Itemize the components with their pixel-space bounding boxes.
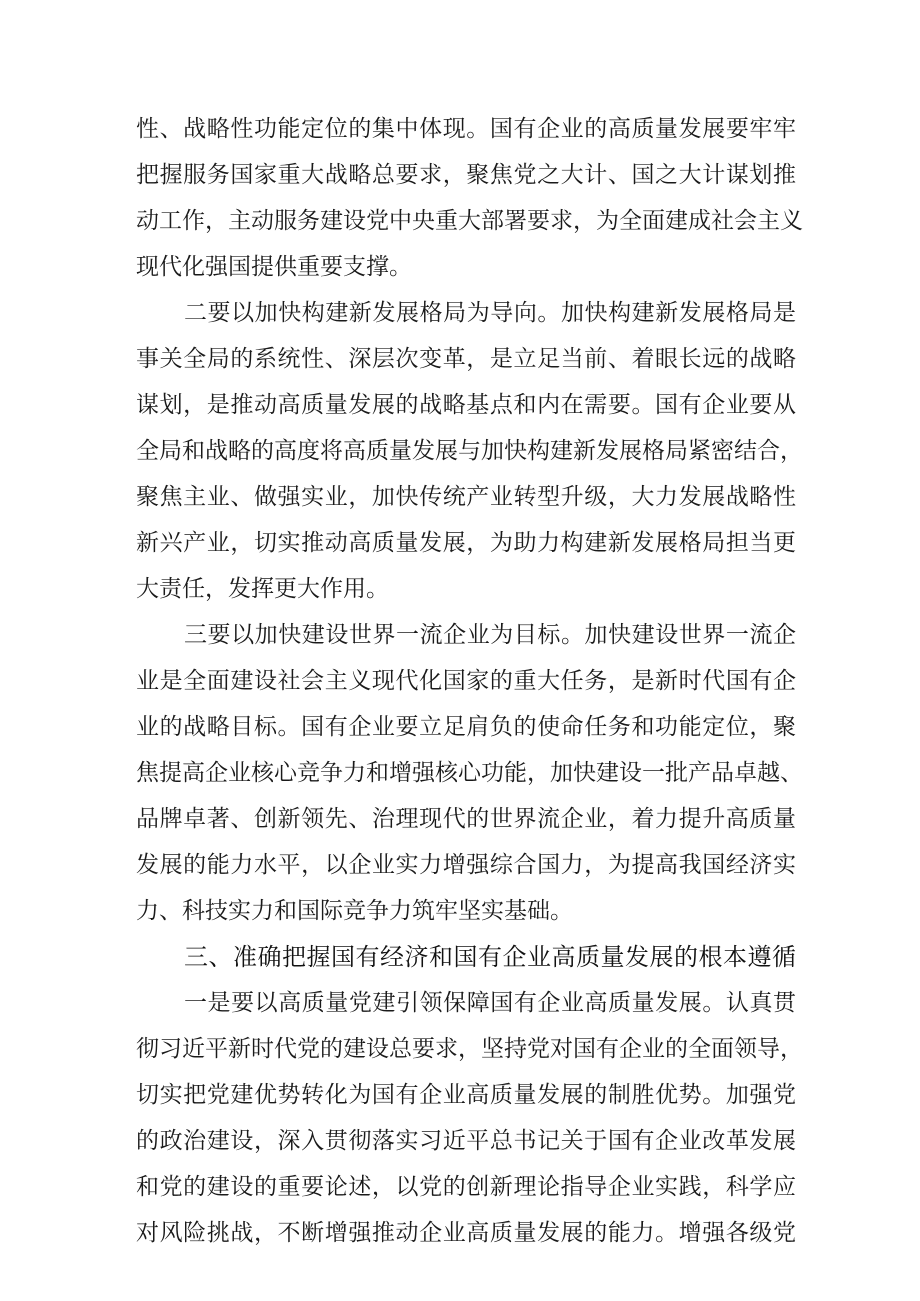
text-line-11: 大责任，发挥更大作用。 — [136, 576, 389, 602]
text-line-10: 新兴产业，切实推动高质量发展，为助力构建新发展格局担当更 — [136, 530, 796, 556]
text-line-6: 事关全局的系统性、深层次变革，是立足当前、着眼长远的战略 — [136, 346, 796, 372]
text-line-16: 品牌卓著、创新领先、治理现代的世界流企业，着力提升高质量 — [136, 806, 796, 832]
text-line-7: 谋划，是推动高质量发展的战略基点和内在需要。国有企业要从 — [136, 392, 796, 418]
paragraph-2-first-line: 二要以加快构建新发展格局为导向。加快构建新发展格局是 — [184, 300, 796, 326]
paragraph-4-first-line: 一是要以高质量党建引领保障国有企业高质量发展。认真贯 — [184, 990, 796, 1016]
text-line-24: 和党的建设的重要论述，以党的创新理论指导企业实践，科学应 — [136, 1174, 796, 1200]
text-line-9: 聚焦主业、做强实业，加快传统产业转型升级，大力发展战略性 — [136, 484, 796, 510]
text-line-21: 彻习近平新时代党的建设总要求，坚持党对国有企业的全面领导， — [136, 1036, 803, 1062]
text-line-3: 动工作，主动服务建设党中央重大部署要求，为全面建成社会主义 — [136, 208, 803, 234]
text-line-2: 把握服务国家重大战略总要求，聚焦党之大计、国之大计谋划推 — [136, 162, 796, 188]
text-line-13: 业是全面建设社会主义现代化国家的重大任务，是新时代国有企 — [136, 668, 796, 694]
text-line-14: 业的战略目标。国有企业要立足肩负的使命任务和功能定位，聚 — [136, 714, 796, 740]
paragraph-3-first-line: 三要以加快建设世界一流企业为目标。加快建设世界一流企 — [184, 622, 796, 648]
text-line-23: 的政治建设，深入贯彻落实习近平总书记关于国有企业改革发展 — [136, 1128, 796, 1154]
text-line-25: 对风险挑战，不断增强推动企业高质量发展的能力。增强各级党 — [136, 1220, 796, 1246]
text-line-22: 切实把党建优势转化为国有企业高质量发展的制胜优势。加强党 — [136, 1082, 796, 1108]
text-line-1: 性、战略性功能定位的集中体现。国有企业的高质量发展要牢牢 — [136, 116, 796, 142]
text-line-17: 发展的能力水平，以企业实力增强综合国力，为提高我国经济实 — [136, 852, 796, 878]
section-heading: 三、准确把握国有经济和国有企业高质量发展的根本遵循 — [184, 943, 796, 971]
text-line-4: 现代化强国提供重要支撑。 — [136, 254, 412, 280]
text-line-15: 焦提高企业核心竞争力和增强核心功能，加快建设一批产品卓越、 — [136, 760, 803, 786]
text-line-8: 全局和战略的高度将高质量发展与加快构建新发展格局紧密结合， — [136, 438, 803, 464]
text-line-18: 力、科技实力和国际竞争力筑牢坚实基础。 — [136, 898, 573, 924]
